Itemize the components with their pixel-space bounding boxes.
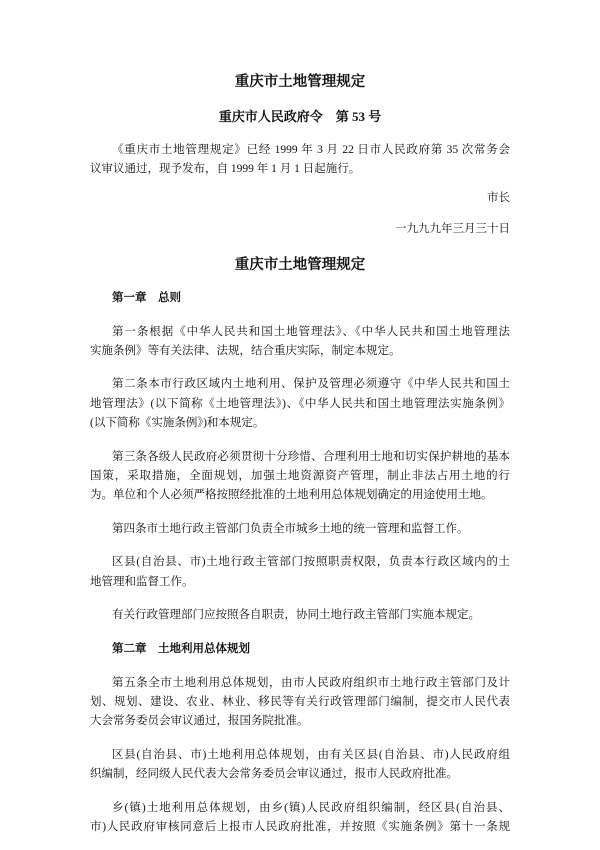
document-body (90, 73, 510, 837)
chapter-1-heading: 第一章 总则 (112, 291, 181, 304)
article-4-clause-2 (90, 553, 510, 592)
paragraph-line: 国策，采取措施，全面规划，加强土地资源资产管理，制止非法占用土地的行 (90, 469, 510, 482)
paragraph-line: 划、规划、建设、农业、林业、移民等有关行政管理部门编制，提交市人民代表 (90, 696, 510, 709)
paragraph-line: 地管理法》(以下简称《土地管理法》)、《中华人民共和国土地管理法实施条例》 (90, 397, 510, 410)
paragraph-line: 市)人民政府审核同意后上报市人民政府批准，并按照《实施条例》第十一条规 (90, 821, 510, 834)
article-2 (90, 375, 510, 433)
paragraph-line: 为。单位和个人必须严格按照经批准的土地利用总体规划确定的用途使用土地。 (90, 489, 493, 502)
paragraph-line: 乡(镇)土地利用总体规划，由乡(镇)人民政府组织编制，经区县(自治县、 (112, 802, 510, 815)
order-number: 重庆市人民政府令 第 53 号 (218, 109, 382, 125)
paragraph-line: 区县(自治县、市)土地行政主管部门按照职责权限，负责本行政区域内的土 (112, 556, 510, 569)
paragraph-line: 第三条各级人民政府必须贯彻十分珍惜、合理利用土地和切实保护耕地的基本 (112, 450, 510, 463)
article-5 (90, 674, 510, 732)
paragraph-line: 有关行政管理部门应按照各自职责，协同土地行政主管部门实施本规定。 (112, 609, 480, 622)
paragraph-line: 区县(自治县、市)土地利用总体规划，由有关区县(自治县、市)人民政府组 (112, 749, 510, 762)
paragraph-line: 织编制，经同级人民代表大会常务委员会审议通过，报市人民政府批准。 (90, 768, 458, 781)
article-5-clause-2 (90, 746, 510, 785)
document-title: 重庆市土地管理规定 (234, 74, 366, 91)
paragraph-line: 《重庆市土地管理规定》已经 1999 年 3 月 22 日市人民政府第 35 次常务会 (112, 143, 510, 156)
promulgation-paragraph (90, 141, 510, 180)
paragraph-line: 第一条根据《中华人民共和国土地管理法》、《中华人民共和国土地管理法 (112, 325, 510, 338)
paragraph-line: (以下简称《实施条例》)和本规定。 (90, 416, 265, 429)
paragraph-line: 第四条市土地行政主管部门负责全市城乡土地的统一管理和监督工作。 (112, 522, 469, 535)
paragraph-line: 大会常务委员会审议通过，报国务院批准。 (90, 715, 309, 728)
paragraph-line: 地管理和监督工作。 (90, 575, 194, 588)
article-1 (90, 323, 510, 362)
paragraph-line: 实施条例》等有关法律、法规，结合重庆实际，制定本规定。 (90, 345, 401, 358)
paragraph-line: 第五条全市土地利用总体规划，由市人民政府组织市土地行政主管部门及计 (112, 676, 510, 689)
chapter-2-heading: 第二章 土地利用总体规划 (112, 643, 250, 656)
paragraph-line: 第二条本市行政区域内土地利用、保护及管理必须遵守《中华人民共和国土 (112, 378, 510, 391)
issue-date: 一九九九年三月三十日 (395, 222, 510, 235)
article-5-clause-3 (90, 799, 510, 838)
signer-title: 市长 (487, 192, 510, 204)
article-4-clause-3 (90, 606, 510, 625)
article-4 (90, 520, 510, 539)
article-3 (90, 448, 510, 506)
paragraph-line: 议审议通过，现予发布，自 1999 年 1 月 1 日起施行。 (90, 163, 361, 176)
regulation-title: 重庆市土地管理规定 (234, 256, 366, 273)
